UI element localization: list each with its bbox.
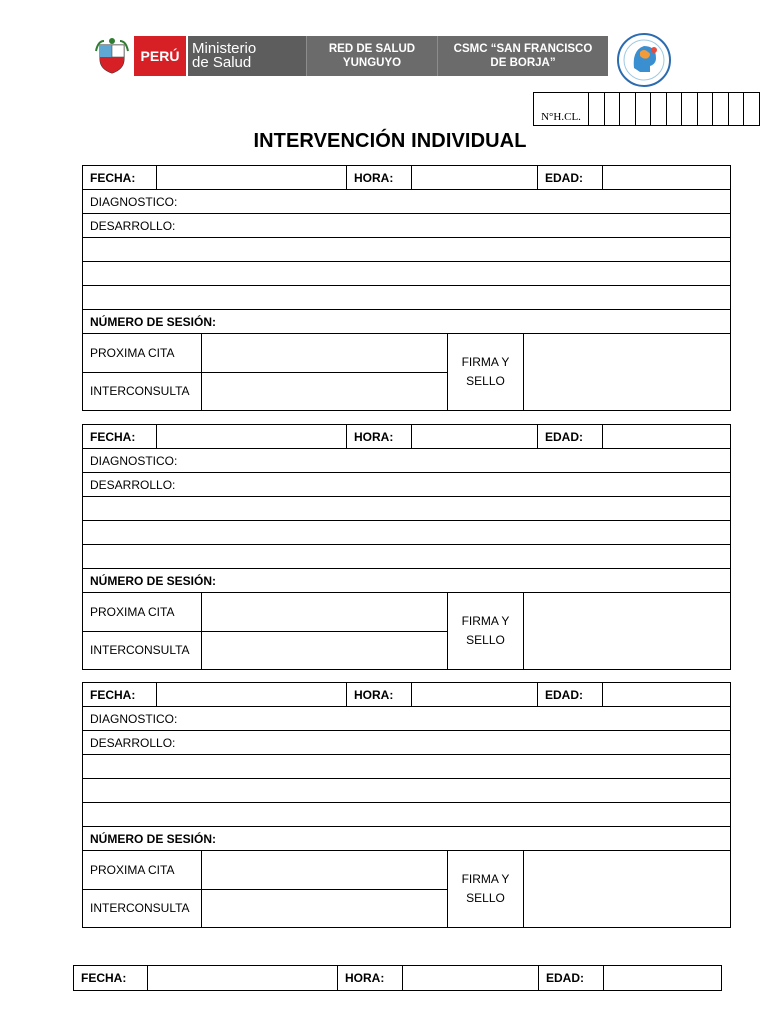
bottom-section	[83, 334, 730, 410]
interconsulta-field[interactable]	[202, 632, 447, 670]
desarrollo-line[interactable]	[83, 286, 730, 310]
fecha-label: FECHA:	[83, 425, 157, 448]
edad-label: EDAD:	[538, 683, 603, 706]
diagnostico-row[interactable]	[83, 449, 730, 473]
proxima-cita-field[interactable]	[202, 593, 447, 632]
bottom-fields	[202, 334, 448, 410]
hcl-digit-cell[interactable]	[667, 93, 683, 125]
fecha-field[interactable]	[157, 425, 347, 448]
header-row	[83, 683, 730, 707]
intervention-block-partial	[73, 965, 722, 991]
peru-coat-of-arms-icon	[90, 36, 134, 76]
desarrollo-label: DESARROLLO:	[90, 477, 176, 492]
numero-sesion-label: NÚMERO DE SESIÓN:	[90, 573, 217, 588]
hora-label: HORA:	[347, 683, 412, 706]
bottom-labels	[83, 334, 202, 410]
numero-sesion-label: NÚMERO DE SESIÓN:	[90, 831, 217, 846]
proxima-cita-label: PROXIMA CITA	[83, 593, 201, 632]
proxima-cita-field[interactable]	[202, 334, 447, 373]
fecha-field[interactable]	[157, 683, 347, 706]
firma-sello-label	[448, 851, 524, 927]
firma-sello-label	[448, 593, 524, 669]
desarrollo-row[interactable]	[83, 214, 730, 238]
numero-sesion-row[interactable]	[83, 569, 730, 593]
firma-sello-label	[448, 334, 524, 410]
firma-line1: FIRMA Y	[461, 872, 510, 886]
page-title	[0, 130, 768, 153]
bottom-fields	[202, 851, 448, 927]
firma-line2: SELLO	[466, 374, 505, 388]
hcl-label: N°H.CL.	[534, 93, 589, 125]
csmc-circular-logo-icon	[614, 32, 674, 88]
header-row	[74, 966, 721, 990]
hcl-digit-cell[interactable]	[713, 93, 729, 125]
proxima-cita-field[interactable]	[202, 851, 447, 890]
hcl-digit-cell[interactable]	[744, 93, 759, 125]
intervention-block	[82, 424, 731, 670]
hcl-digit-cell[interactable]	[620, 93, 636, 125]
fecha-field[interactable]	[148, 966, 338, 990]
bottom-labels	[83, 851, 202, 927]
numero-sesion-label: NÚMERO DE SESIÓN:	[90, 314, 217, 329]
ministerio-label	[188, 36, 306, 76]
intervention-block	[82, 165, 731, 411]
hcl-digit-cell[interactable]	[698, 93, 714, 125]
hora-field[interactable]	[412, 166, 538, 189]
diagnostico-row[interactable]	[83, 707, 730, 731]
ministerio-line2: de Salud	[192, 54, 252, 71]
red-salud-label	[306, 36, 438, 76]
diagnostico-label: DIAGNOSTICO:	[90, 453, 178, 468]
hcl-digit-cell[interactable]	[682, 93, 698, 125]
numero-sesion-row[interactable]	[83, 827, 730, 851]
diagnostico-label: DIAGNOSTICO:	[90, 194, 178, 209]
csmc-label	[438, 36, 608, 76]
edad-label: EDAD:	[538, 425, 603, 448]
csmc-line2: DE BORJA”	[490, 57, 556, 69]
header-row	[83, 166, 730, 190]
desarrollo-label: DESARROLLO:	[90, 735, 176, 750]
desarrollo-line[interactable]	[83, 545, 730, 569]
intervention-block	[82, 682, 731, 928]
edad-label: EDAD:	[539, 966, 604, 990]
fecha-field[interactable]	[157, 166, 347, 189]
historia-clinica-box	[533, 92, 760, 126]
diagnostico-row[interactable]	[83, 190, 730, 214]
proxima-cita-label: PROXIMA CITA	[83, 334, 201, 373]
hora-label: HORA:	[338, 966, 403, 990]
page-title-text: INTERVENCIÓN INDIVIDUAL	[253, 130, 527, 152]
bottom-section	[83, 851, 730, 927]
hora-field[interactable]	[412, 683, 538, 706]
csmc-line1: CSMC “SAN FRANCISCO	[453, 43, 593, 55]
peru-label: PERÚ	[134, 36, 186, 76]
firma-sello-field[interactable]	[524, 334, 730, 410]
hora-field[interactable]	[403, 966, 539, 990]
interconsulta-label: INTERCONSULTA	[90, 643, 190, 658]
red-line1: RED DE SALUD	[328, 43, 416, 55]
bottom-section	[83, 593, 730, 669]
bottom-fields	[202, 593, 448, 669]
desarrollo-line[interactable]	[83, 803, 730, 827]
firma-sello-field[interactable]	[524, 593, 730, 669]
ministerio-line1: Ministerio	[192, 40, 257, 57]
interconsulta-field[interactable]	[202, 373, 447, 411]
firma-line1: FIRMA Y	[461, 355, 510, 369]
header-row	[83, 425, 730, 449]
interconsulta-label: INTERCONSULTA	[90, 384, 190, 399]
desarrollo-line[interactable]	[83, 521, 730, 545]
diagnostico-label: DIAGNOSTICO:	[90, 711, 178, 726]
edad-label: EDAD:	[538, 166, 603, 189]
desarrollo-line[interactable]	[83, 755, 730, 779]
interconsulta-label: INTERCONSULTA	[90, 901, 190, 916]
proxima-cita-label: PROXIMA CITA	[83, 851, 201, 890]
hora-label: HORA:	[347, 425, 412, 448]
firma-sello-field[interactable]	[524, 851, 730, 927]
numero-sesion-row[interactable]	[83, 310, 730, 334]
desarrollo-line[interactable]	[83, 262, 730, 286]
fecha-label: FECHA:	[83, 683, 157, 706]
desarrollo-line[interactable]	[83, 238, 730, 262]
bottom-labels	[83, 593, 202, 669]
hcl-digit-cell[interactable]	[589, 93, 605, 125]
interconsulta-field[interactable]	[202, 890, 447, 928]
red-line2: YUNGUYO	[342, 57, 402, 69]
desarrollo-label: DESARROLLO:	[90, 218, 176, 233]
desarrollo-line[interactable]	[83, 779, 730, 803]
desarrollo-row[interactable]	[83, 731, 730, 755]
edad-field[interactable]	[603, 166, 730, 189]
hcl-digit-cell[interactable]	[729, 93, 745, 125]
firma-line1: FIRMA Y	[461, 614, 510, 628]
firma-line2: SELLO	[466, 891, 505, 905]
hcl-digit-cell[interactable]	[636, 93, 652, 125]
desarrollo-row[interactable]	[83, 473, 730, 497]
edad-field[interactable]	[603, 683, 730, 706]
hora-label: HORA:	[347, 166, 412, 189]
hcl-digit-cell[interactable]	[605, 93, 621, 125]
edad-field[interactable]	[604, 966, 721, 990]
hcl-digit-cell[interactable]	[651, 93, 667, 125]
header-banner	[90, 36, 608, 76]
firma-line2: SELLO	[466, 633, 505, 647]
fecha-label: FECHA:	[83, 166, 157, 189]
fecha-label: FECHA:	[74, 966, 148, 990]
hora-field[interactable]	[412, 425, 538, 448]
desarrollo-line[interactable]	[83, 497, 730, 521]
edad-field[interactable]	[603, 425, 730, 448]
